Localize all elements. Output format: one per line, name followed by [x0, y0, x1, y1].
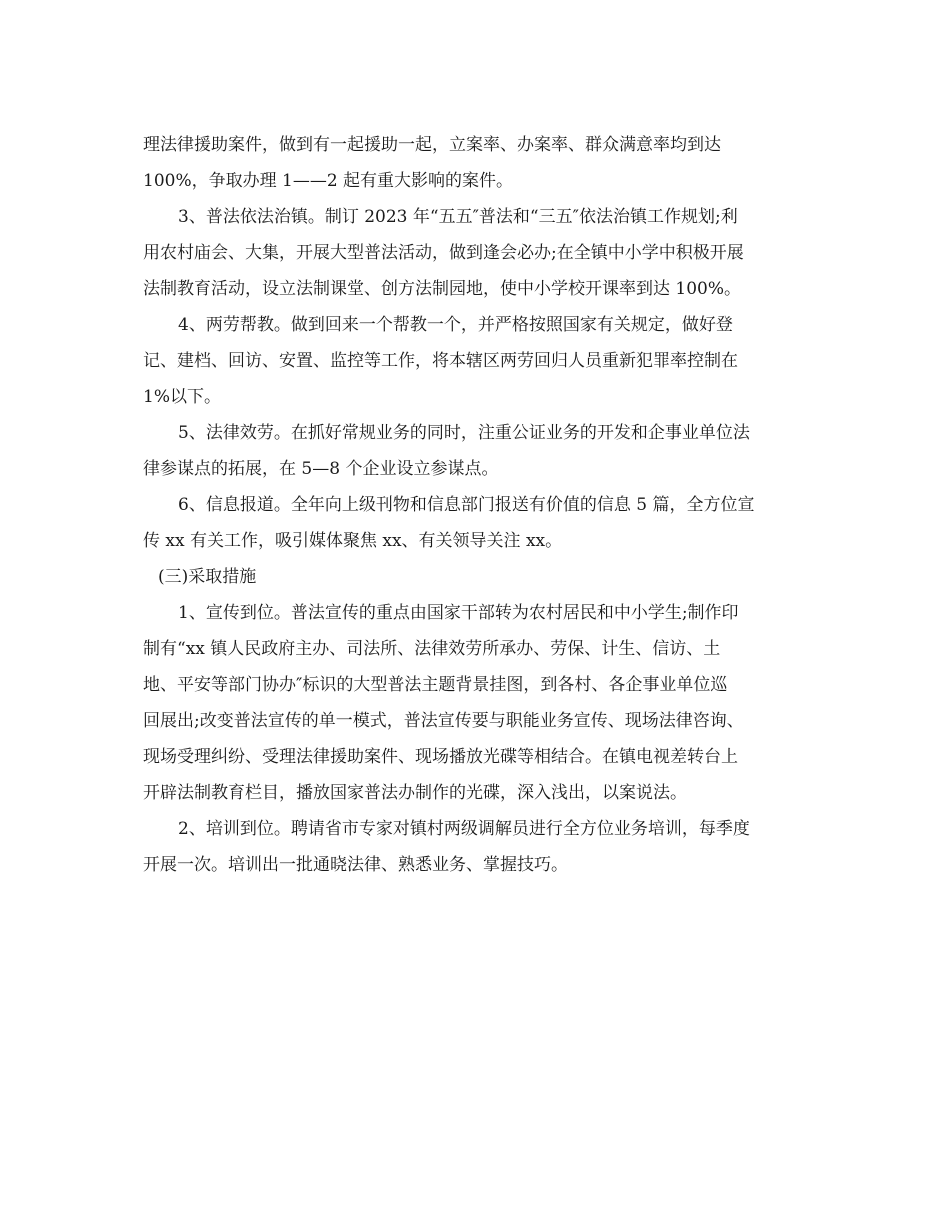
paragraph-item-3-legal-education	[143, 199, 811, 307]
text-line: 地、平安等部门协办″标识的大型普法主题背景挂图，到各村、各企事业单位巡	[143, 675, 728, 695]
paragraph-item-4-rehabilitation	[143, 307, 811, 415]
text-line: 理法律援助案件，做到有一起援助一起，立案率、办案率、群众满意率均到达	[143, 135, 721, 155]
text-line: 4、两劳帮教。做到回来一个帮教一个，并严格按照国家有关规定，做好登	[178, 315, 733, 335]
text-line: 1%以下。	[143, 387, 221, 407]
text-line: 6、信息报道。全年向上级刊物和信息部门报送有价值的信息 5 篇，全方位宣	[178, 495, 755, 515]
text-line: 法制教育活动，设立法制课堂、创方法制园地，使中小学校开课率到达 100%。	[143, 279, 742, 299]
text-line: 100%，争取办理 1——2 起有重大影响的案件。	[143, 171, 514, 191]
text-line: 5、法律效劳。在抓好常规业务的同时，注重公证业务的开发和企事业单位法	[178, 423, 750, 443]
text-line: 现场受理纠纷、受理法律援助案件、现场播放光碟等相结合。在镇电视差转台上	[143, 747, 738, 767]
text-line: 传 xx 有关工作，吸引媒体聚焦 xx、有关领导关注 xx。	[143, 531, 563, 551]
text-line: 开展一次。培训出一批通晓法律、熟悉业务、掌握技巧。	[143, 855, 568, 875]
paragraph-measure-2-training	[143, 811, 811, 883]
text-line: 1、宣传到位。普法宣传的重点由国家干部转为农村居民和中小学生;制作印	[178, 603, 739, 623]
text-line: 3、普法依法治镇。制订 2023 年“五五″普法和“三五″依法治镇工作规划;利	[178, 207, 738, 227]
document-body	[143, 127, 811, 883]
section-heading-text: (三)采取措施	[158, 567, 257, 587]
text-line: 记、建档、回访、安置、监控等工作，将本辖区两劳回归人员重新犯罪率控制在	[143, 351, 738, 371]
paragraph-item-6-reporting	[143, 487, 811, 559]
text-line: 开辟法制教育栏目，播放国家普法办制作的光碟，深入浅出，以案说法。	[143, 783, 687, 803]
paragraph-measure-1-publicity	[143, 595, 811, 811]
text-line: 2、培训到位。聘请省市专家对镇村两级调解员进行全方位业务培训，每季度	[178, 819, 750, 839]
text-line: 回展出;改变普法宣传的单一模式，普法宣传要与职能业务宣传、现场法律咨询、	[143, 711, 744, 731]
section-heading-measures	[143, 559, 811, 595]
text-line: 用农村庙会、大集，开展大型普法活动，做到逢会必办;在全镇中小学中积极开展	[143, 243, 744, 263]
text-line: 制有“xx 镇人民政府主办、司法所、法律效劳所承办、劳保、计生、信访、土	[143, 639, 721, 659]
paragraph-item-5-legal-services	[143, 415, 811, 487]
text-line: 律参谋点的拓展，在 5—8 个企业设立参谋点。	[143, 459, 499, 479]
paragraph-legal-aid-continued	[143, 127, 811, 199]
